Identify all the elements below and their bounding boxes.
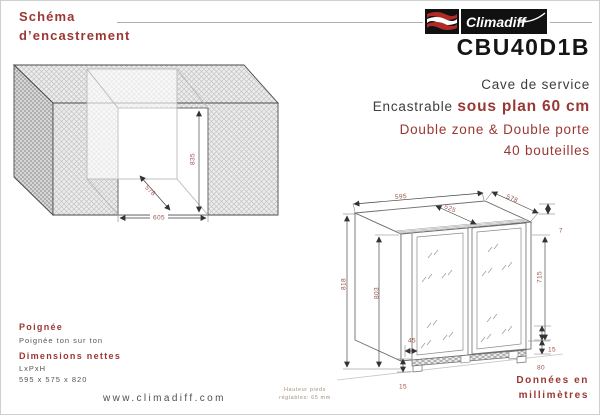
dimensions-spec [19, 351, 121, 384]
niche-diagram [9, 59, 309, 229]
doc-title-line2: d’encastrement [19, 27, 131, 43]
dim-label-top-gap: 7 [558, 227, 564, 235]
dim-label-product-inner-height: 803 [373, 286, 381, 300]
fit-line [373, 98, 590, 116]
units-note-line1: Données en [516, 375, 589, 386]
fit-highlight: sous plan 60 cm [457, 98, 590, 115]
dim-label-plinth-height: 80 [536, 364, 546, 372]
dim-label-product-width: 595 [394, 192, 408, 202]
adjustable-feet-note [257, 387, 353, 403]
fit-prefix: Encastrable [372, 99, 458, 114]
dimensions-value: 595 x 575 x 820 [19, 375, 88, 384]
dim-label-product-depth: 578 [505, 193, 519, 205]
dim-label-plinth-inset: 15 [547, 346, 557, 354]
dim-label-foot-height: 15 [398, 383, 408, 391]
dim-label-product-inner-depth: 525 [443, 203, 457, 215]
product-diagram [333, 189, 595, 401]
dim-label-niche-depth: 578 [143, 184, 157, 198]
units-note-line2: millimètres [518, 390, 589, 401]
feet-note-line2: réglables: 65 mm [279, 394, 331, 401]
capacity-line: 40 bouteilles [503, 143, 590, 158]
dim-label-door-height: 715 [536, 270, 544, 284]
left-door-glass [417, 233, 463, 355]
dimensions-format: LxPxH [19, 364, 47, 373]
header-rule-left [117, 22, 423, 23]
product-summary [373, 77, 590, 164]
doc-title-line1: Schéma [19, 9, 76, 24]
dimensions-label: Dimensions nettes [19, 351, 122, 361]
feet-note-line1: Hauteur pieds [283, 387, 327, 393]
product-type: Cave de service [481, 77, 590, 92]
website-text: www.climadiff.com [103, 393, 226, 404]
dim-label-niche-width: 605 [150, 215, 168, 222]
header-rule-right [550, 22, 592, 23]
units-note [516, 373, 589, 403]
handle-value: Poignée ton sur ton [19, 336, 104, 345]
right-door-glass [477, 228, 521, 349]
right-door [472, 223, 526, 354]
dim-label-door-thickness: 45 [407, 337, 417, 345]
dim-label-product-height: 818 [340, 277, 348, 291]
handle-label: Poignée [19, 322, 64, 332]
feature-line: Double zone & Double porte [399, 122, 590, 137]
brand-logo-text: Climadiff [466, 14, 526, 30]
handle-spec [19, 322, 103, 345]
model-number: CBU40D1B [456, 34, 590, 60]
brand-logo-graphic [425, 9, 547, 34]
left-door [412, 228, 468, 360]
brand-logo [425, 9, 547, 34]
doc-title [19, 8, 131, 46]
dim-label-niche-height: 835 [189, 152, 197, 166]
